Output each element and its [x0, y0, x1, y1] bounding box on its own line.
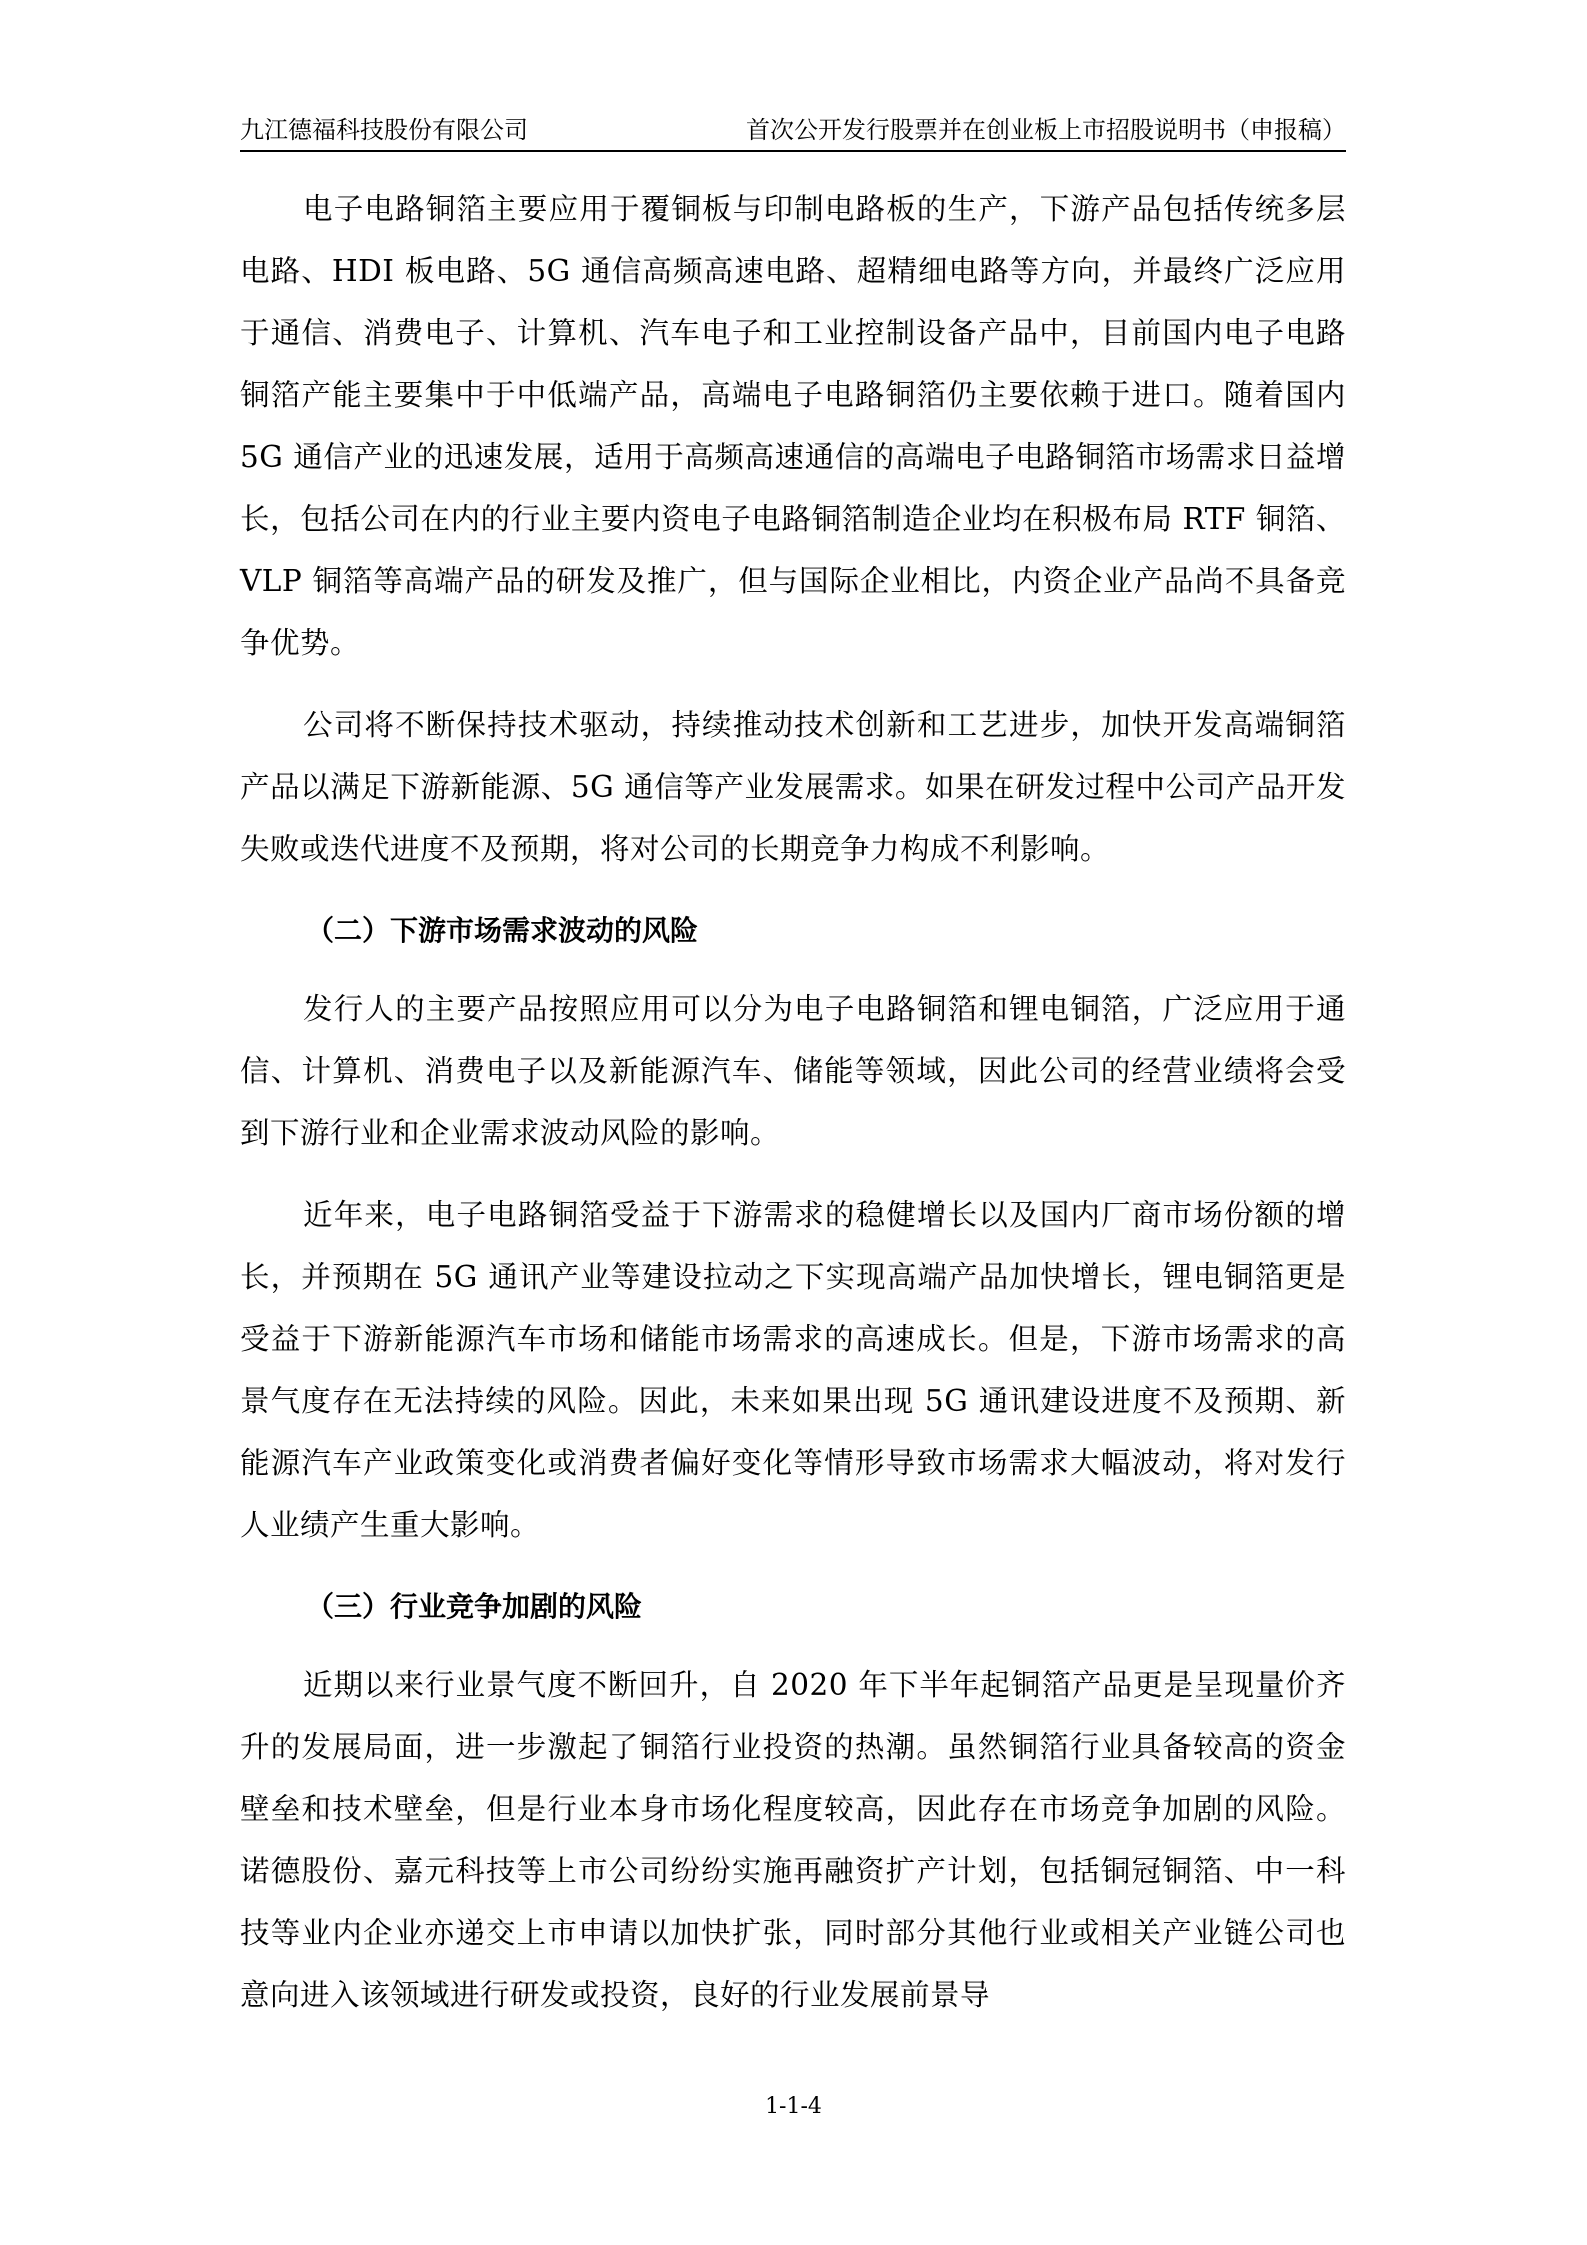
paragraph: 近年来，电子电路铜箔受益于下游需求的稳健增长以及国内厂商市场份额的增长，并预期在 5G 通讯产业等建设拉动之下实现高端产品加快增长，锂电铜箔更是受益于下游新能源汽车市场和储能市场需求的高速成长。但是，下游市场需求的高景气度存在无法持续的风险。因此，未来如果出现 5G 通讯建设进度不及预期、新能源汽车产业政策变化或消费者偏好变化等情形导致市场需求大幅波动，将对发行人业绩产生重大影响。 [240, 1198, 1346, 1542]
page-number: 1-1-4 [765, 2094, 822, 2119]
paragraph: 近期以来行业景气度不断回升，自 2020 年下半年起铜箔产品更是呈现量价齐升的发展局面，进一步激起了铜箔行业投资的热潮。虽然铜箔行业具备较高的资金壁垒和技术壁垒，但是行业本身市场化程度较高，因此存在市场竞争加剧的风险。诺德股份、嘉元科技等上市公司纷纷实施再融资扩产计划，包括铜冠铜箔、中一科技等业内企业亦递交上市申请以加快扩张，同时部分其他行业或相关产业链公司也意向进入该领域进行研发或投资，良好的行业发展前景导 [240, 1668, 1346, 2012]
header-document-title: 首次公开发行股票并在创业板上市招股说明书（申报稿） [746, 116, 1346, 144]
paragraph: 电子电路铜箔主要应用于覆铜板与印制电路板的生产，下游产品包括传统多层电路、HDI 板电路、5G 通信高频高速电路、超精细电路等方向，并最终广泛应用于通信、消费电子、计算机、汽车电子和工业控制设备产品中，目前国内电子电路铜箔产能主要集中于中低端产品，高端电子电路铜箔仍主要依赖于进口。随着国内 5G 通信产业的迅速发展，适用于高频高速通信的高端电子电路铜箔市场需求日益增长，包括公司在内的行业主要内资电子电路铜箔制造企业均在积极布局 RTF 铜箔、VLP 铜箔等高端产品的研发及推广，但与国际企业相比，内资企业产品尚不具备竞争优势。 [240, 192, 1346, 660]
section-heading: （三）行业竞争加剧的风险 [306, 1590, 643, 1623]
page-header [240, 112, 1346, 152]
paragraph: 公司将不断保持技术驱动，持续推动技术创新和工艺进步，加快开发高端铜箔产品以满足下游新能源、5G 通信等产业发展需求。如果在研发过程中公司产品开发失败或迭代进度不及预期，将对公司的长期竞争力构成不利影响。 [240, 708, 1346, 866]
paragraph: 发行人的主要产品按照应用可以分为电子电路铜箔和锂电铜箔，广泛应用于通信、计算机、消费电子以及新能源汽车、储能等领域，因此公司的经营业绩将会受到下游行业和企业需求波动风险的影响。 [240, 992, 1346, 1150]
section-heading: （二）下游市场需求波动的风险 [306, 914, 699, 947]
header-company-name: 九江德福科技股份有限公司 [240, 116, 528, 144]
document-body [240, 178, 1346, 2046]
